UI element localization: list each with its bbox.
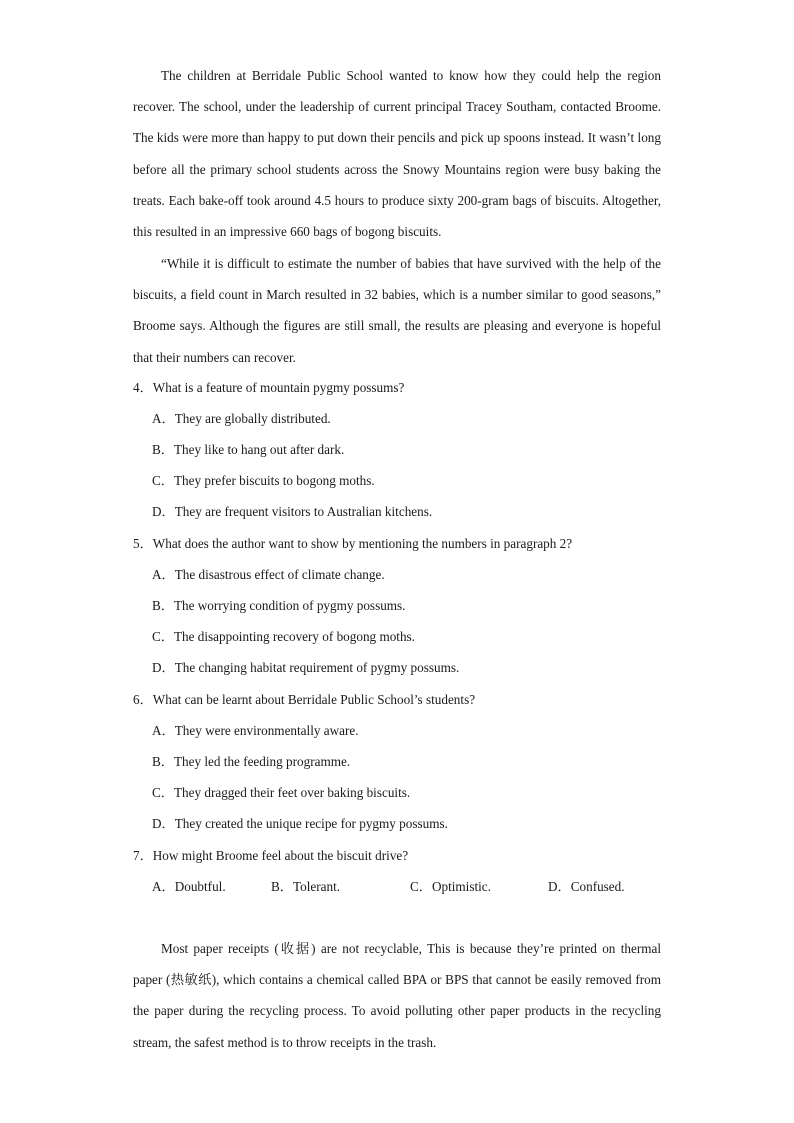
question-7-option-d: D．Confused. xyxy=(548,879,625,894)
question-7-option-b: B．Tolerant. xyxy=(271,879,341,894)
question-5-option-b: B．The worrying condition of pygmy possums. xyxy=(152,598,406,613)
question-7-option-a: A．Doubtful. xyxy=(152,879,226,894)
passage-paragraph-2: “While it is difficult to estimate the number of babies that have survived with the help of the biscuits, a field count in March resulted in 32 babies, which is a number similar to good seasons,” Broome says. Although the figures are still small, the results are pleasing and everyone is hopeful that their numbers can recover. xyxy=(133,256,661,365)
question-7-option-c: C．Optimistic. xyxy=(410,879,491,894)
question-5-stem: 5．What does the author want to show by mentioning the numbers in paragraph 2? xyxy=(133,536,573,551)
question-6-stem: 6．What can be learnt about Berridale Public School’s students? xyxy=(133,692,476,707)
question-5-option-a: A．The disastrous effect of climate change. xyxy=(152,567,385,582)
question-4-option-a: A．They are globally distributed. xyxy=(152,411,331,426)
question-4-stem: 4．What is a feature of mountain pygmy possums? xyxy=(133,380,405,395)
question-7-stem: 7．How might Broome feel about the biscuit drive? xyxy=(133,848,409,863)
question-4-option-d: D．They are frequent visitors to Australian kitchens. xyxy=(152,504,433,519)
next-passage-paragraph-1: Most paper receipts (收据) are not recyclable, This is because they’re printed on thermal paper (热敏纸), which contains a chemical called BPA or BPS that cannot be easily removed from the paper during the recycling process. To avoid polluting other paper products in the recycling stream, the safest method is to throw receipts in the trash. xyxy=(133,941,661,1050)
question-6-option-a: A．They were environmentally aware. xyxy=(152,723,359,738)
question-4-option-b: B．They like to hang out after dark. xyxy=(152,442,345,457)
question-5-option-c: C．The disappointing recovery of bogong moths. xyxy=(152,629,415,644)
question-5-option-d: D．The changing habitat requirement of pygmy possums. xyxy=(152,660,460,675)
question-6-option-c: C．They dragged their feet over baking biscuits. xyxy=(152,785,411,800)
question-4-option-c: C．They prefer biscuits to bogong moths. xyxy=(152,473,375,488)
question-6-option-d: D．They created the unique recipe for pygmy possums. xyxy=(152,816,448,831)
question-6-option-b: B．They led the feeding programme. xyxy=(152,754,351,769)
passage-paragraph-1: The children at Berridale Public School wanted to know how they could help the region recover. The school, under the leadership of current principal Tracey Southam, contacted Broome. The kids were more than happy to put down their pencils and pick up spoons instead. It wasn’t long before all the primary school students across the Snowy Mountains region were busy baking the treats. Each bake-off took around 4.5 hours to produce sixty 200-gram bags of biscuits. Altogether, this resulted in an impressive 660 bags of bogong biscuits. xyxy=(133,68,661,240)
